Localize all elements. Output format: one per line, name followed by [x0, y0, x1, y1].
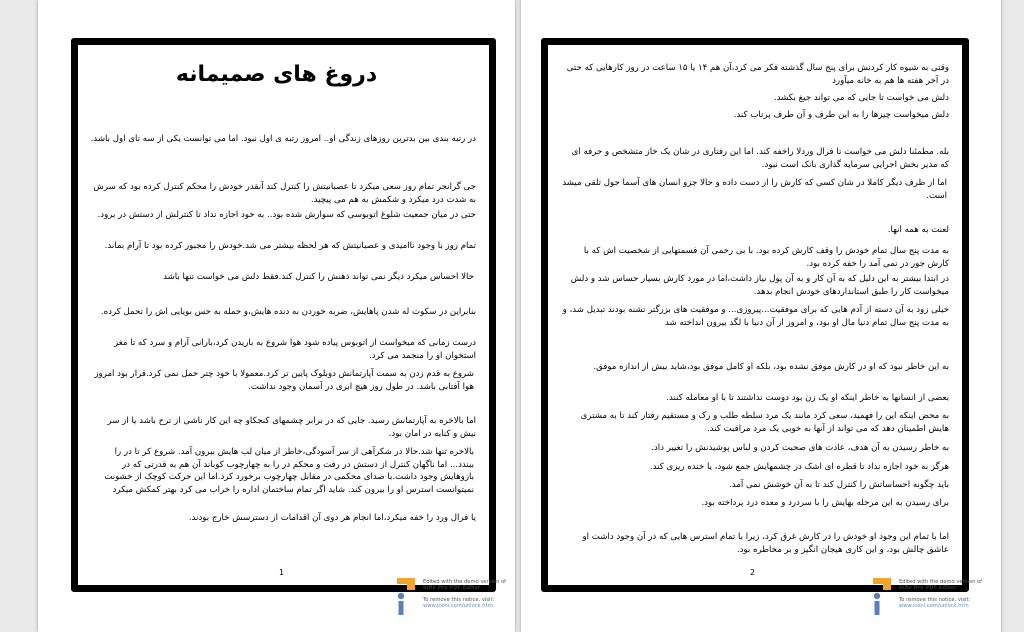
- paragraph: درست زمانی که میخواست از اتوبوس پیاده شود هوا شروع به باریدن کرد،بارانی آرام و سرد که تا مغز استخوان او را منجمد می کرد.: [114, 338, 476, 361]
- document-title: دروغ های صمیمانه: [175, 62, 378, 87]
- watermark-text: Edited with the demo version of: [899, 579, 983, 585]
- paragraph: بله. مطمئنا دلش می خواست تا فرال وردلا راخفه کند. اما این رفتاری در شان یک خاز متشخص و حرفه ای که مدیر بخش اجرایی سرمایه گذاری بانک است نبود.: [571, 147, 949, 170]
- paragraph: به محض اینکه این را فهمید، سعی کرد مانند یک مرد سلطه طلب و رک و مستقیم رفتار کند تا به مشتری هایش اطمینان دهد که می تواند از آنها به خوبی یک مرد مراقبت کند.: [580, 411, 949, 434]
- infix-logo-icon: [395, 576, 419, 616]
- page-number: 1: [279, 568, 285, 577]
- paragraph: خیلی زود به آن دسته از آدم هایی که برای موفقیت...پیروزی... و موفقیت های بزرگتر تشنه بودند تبدیل شد، و به مدت پنج سال تمام دنیا مال او بود، و امروز از آن دنیا با لگد بیرون انداخته شد: [562, 305, 949, 328]
- paragraph: تمام روز با وجود ناامیدی و عصبانیتش که هر لحظه بیشتر می شد.خودش را مجبور کرده بود تا آرام بماند.: [104, 241, 476, 251]
- watermark-text: Infix Pro PDF Editor: [423, 585, 481, 591]
- paragraph: به این خاطر نبود که او در کارش موفق نشده بود، بلکه او کامل موفق بود،شاید بیش از اندازه موفق.: [593, 362, 949, 372]
- paragraph: وقتی به شیوه کار کردنش برای پنج سال گذشته فکر می کرد،آن هم ۱۴ یا ۱۵ ساعت در روز کارهایی که حتی در آخر هفته ها هم به خانه میآورد: [566, 63, 949, 86]
- watermark-text: Edited with the demo version of: [423, 579, 507, 585]
- paragraph: بالاخره تنها شد.حالا در شکرآهی از سر آسودگی،خاطر از میان لب هایش بیرون آمد. شروع کر تا در را ببندد... اما ناگهان کنترل از دستش در رفت و محکم در را به چهارچوب کوباند آن هم به قدرتی که در بازوهایش وجود داشت.با صدای محکمی در مقابل چهارچوب برخورد کرد.اما این حرکت کوچک از خشونت نمیتوانست استرس او را بیرون کند. شاید اگر تمام ساختمان اداره را خراب می کرد بهتر کمکش میکرد: [104, 447, 474, 495]
- document-page-1: [38, 0, 515, 632]
- paragraph: برای رسیدن به این مرحله بهایش را با سردرد و معده درد پرداخته بود.: [701, 498, 949, 508]
- paragraph: لعنت به همه انها.: [887, 225, 949, 235]
- watermark-text: Infix Pro PDF Editor: [899, 585, 957, 591]
- paragraph: در ابتدا بیشتر به این دلیل که به آن کار و به آن پول نیاز داشت،اما در مورد کارش بسیار حساس شد و دلش میخواست کار را طبق استانداردهای خودش انجام بدهد.: [570, 274, 949, 297]
- paragraph: جی گرانجر تمام روز سعی میکرد تا عصبانیتش را کنترل کند آنقدر خودش را محکم کنترل کرده بود که سرش به شدت درد میکرد و شکمش به هم می پیچید.: [93, 182, 476, 205]
- paragraph: بعضی از انسانها به خاطر اینکه او یک زن بود دوست نداشتند تا با او معامله کنند.: [666, 393, 949, 403]
- paragraph: حالا احساس میکرد دیگر نمی تواند ذهنش را کنترل کند.فقط دلش می خواست تنها باشد: [163, 272, 474, 282]
- paragraph: اما بالاخره به آپارتمانش رسید. جایی که در برابر چشمهای کنجکاو چه این کار ناشی از ترح باشد یا از سر نیش و کنایه در امان بود.: [107, 416, 476, 439]
- paragraph: یا فرال ورد را خفه میکرد،اما انجام هر دوی آن اقدامات از دسترسش خارج بودند.: [188, 513, 476, 523]
- infix-logo-icon: [871, 576, 895, 616]
- paragraph: بنابراین در سکوت له شدن پاهایش، ضربه خوردن به دنده هایش،و حمله به حس بویایی اش را تحمل کرده.: [100, 307, 476, 317]
- watermark-text: To remove this notice, visit:: [899, 597, 971, 603]
- paragraph: اما با تمام این وجود او خودش را در کارش غرق کرد، زیرا با تمام استرس هایی که در آن وجود داشت او عاشق چالش بود، و این کاری هیجان انگیز و بر مخاطره بود.: [582, 532, 949, 555]
- watermark-link[interactable]: www.iceni.com/unlock.htm: [899, 603, 969, 609]
- paragraph: در رتبه بندی بین بدترین روزهای زندگی او.. امروز رتبه ی اول نبود. اما می توانست یکی از سه تای اول باشد.: [90, 134, 476, 144]
- watermark-link[interactable]: www.iceni.com/unlock.htm: [423, 603, 493, 609]
- paragraph: دلش می خواست تا جایی که می تواند جیغ بکشد.: [773, 93, 949, 103]
- paragraph: به خاطر رسیدن به آن هدف، عادت های صحبت کردن و لباس پوشیدنش را تغییر داد.: [651, 443, 949, 453]
- document-page-2: [521, 0, 1001, 632]
- paragraph: هرگز به خود اجازه نداد تا قطره ای اشک در چشمهایش جمع شود، یا خنده ریزی کند.: [649, 462, 949, 472]
- paragraph: دلش میخواست چیزها را به این طرف و آن طرف پرتاب کند.: [733, 110, 949, 120]
- page-number: 2: [750, 568, 756, 577]
- watermark-stamp: [871, 576, 983, 620]
- paragraph: شروع به قدم زدن به سمت آپارتمانش دوبلوک پایین تر کرد.معمولا با خود چتر حمل نمی کرد.قرار بود امروز هوا آفتابی باشد. در طول روز هیچ ابری در آسمان وجود نداشت.: [94, 369, 474, 392]
- paragraph: باید چگونه احساساتش را کنترل کند تا به آن خوشش نمی آمد.: [729, 480, 949, 490]
- watermark-stamp: [395, 576, 507, 620]
- paragraph: حتی در میان جمعیت شلوغ اتوبوسی که سوارش شده بود.. به خود اجازه نداد تا کنترلش از دستش در برود.: [97, 210, 476, 220]
- paragraph: اما از طرف دیگر کاملا در شان کسی که کارش را از دست داده و حالا جزو انسان های آسما جول تلقی میشد است.: [562, 178, 947, 201]
- paragraph: به مدت پنج سال تمام خودش را وقف کارش کرده بود. با بی رحمی آن فسمتهایی از شخصیت اش که با کارش جور در نمی آمد را خفه کرده بود.: [583, 246, 949, 269]
- watermark-text: To remove this notice, visit:: [423, 597, 495, 603]
